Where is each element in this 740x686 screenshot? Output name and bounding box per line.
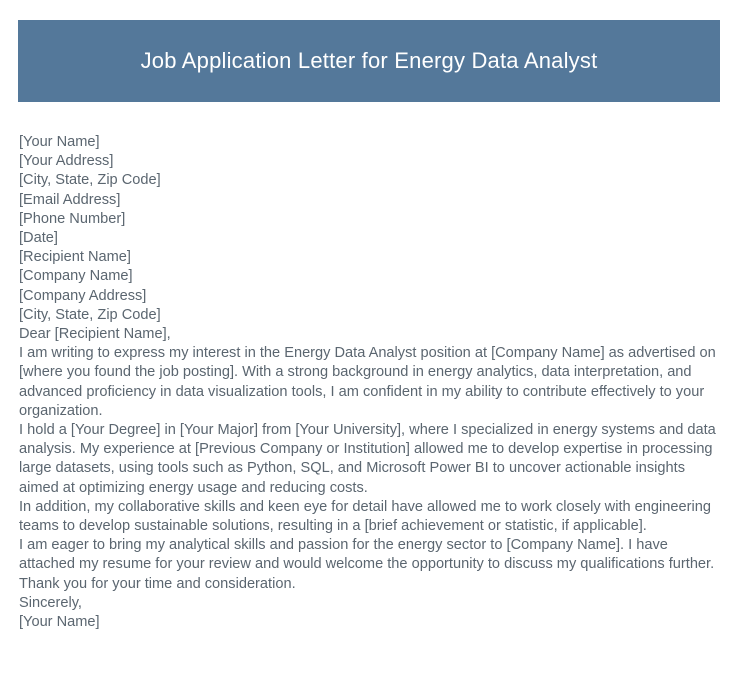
letter-body (19, 133, 719, 632)
sender-name: [Your Name] (19, 134, 100, 150)
recipient-name: [Recipient Name] (19, 249, 131, 266)
recipient-company-address: [Company Address] (19, 287, 147, 304)
recipient-city-state-zip: [City, State, Zip Code] (19, 306, 161, 323)
thank-you-line: Thank you for your time and consideration. (19, 575, 296, 592)
body-paragraph-4: I am eager to bring my analytical skills and passion for the energy sector to [Company Name]. I have attached my resume for your review and would welcome the opportunity to discuss my qualifications further. (19, 537, 715, 573)
body-paragraph-3: In addition, my collaborative skills and keen eye for detail have allowed me to work closely with engineering teams to develop sustainable solutions, resulting in a [brief achievement or statistic, if applicable]. (19, 498, 711, 535)
sender-email: [Email Address] (19, 191, 121, 208)
signature-name: [Your Name] (19, 614, 100, 631)
letter-date: [Date] (19, 230, 58, 247)
sender-phone: [Phone Number] (19, 210, 126, 227)
document-header-banner (18, 20, 720, 102)
sender-city-state-zip: [City, State, Zip Code] (19, 172, 161, 189)
page-title: Job Application Letter for Energy Data Analyst (140, 48, 598, 73)
salutation: Dear [Recipient Name], (19, 326, 171, 343)
sender-address: [Your Address] (19, 153, 114, 170)
body-paragraph-1: I am writing to express my interest in the Energy Data Analyst position at [Company Name] as advertised on [where you found the job posting]. With a strong background in energy analytics, data interpretation, and advanced proficiency in data visualization tools, I am confident in my ability to contribute effectively to your organization. (19, 345, 716, 419)
recipient-company-name: [Company Name] (19, 268, 133, 285)
body-paragraph-2: I hold a [Your Degree] in [Your Major] from [Your University], where I specialized in energy systems and data analysis. My experience at [Previous Company or Institution] allowed me to develop expertise in processing large datasets, using tools such as Python, SQL, and Microsoft Power BI to uncover actionable insights aimed at optimizing energy usage and reducing costs. (19, 422, 716, 496)
closing-line: Sincerely, (19, 594, 82, 611)
